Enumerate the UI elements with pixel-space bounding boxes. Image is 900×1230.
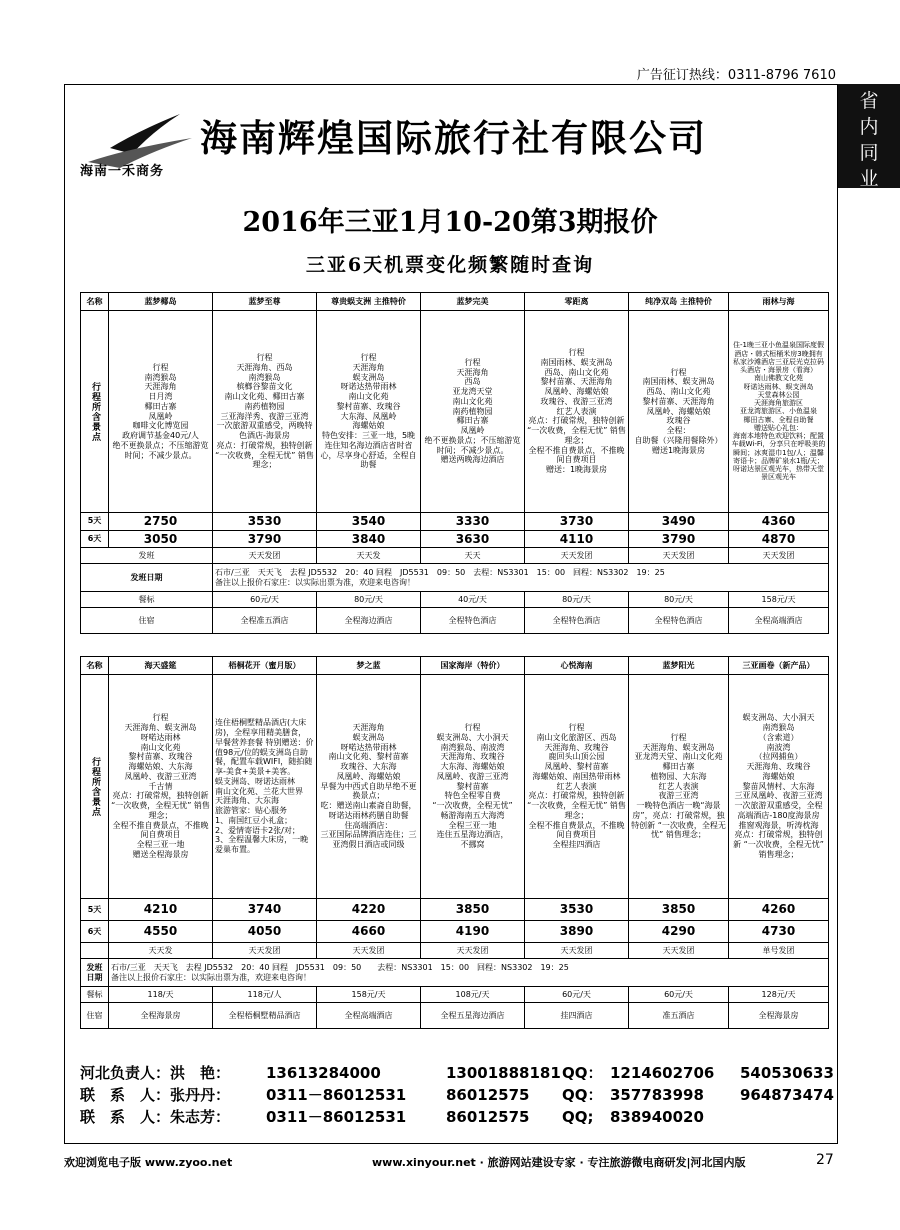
price-table-2 (80, 656, 829, 1029)
price-6day: 4870 (729, 530, 829, 548)
depart-cell: 天天发团 (213, 943, 317, 959)
hotel-cell: 全程五星海边酒店 (421, 1003, 525, 1029)
meal-cell: 80元/天 (525, 592, 629, 608)
subline: 三亚6天机票变化频繁随时查询 (305, 254, 595, 276)
price-5day: 3540 (317, 513, 421, 531)
price-5day: 4260 (729, 899, 829, 921)
contact-phone: 86012575 (446, 1086, 530, 1104)
itinerary-cell: 行程 天涯海角、蜈支洲岛 亚龙湾天堂、南山文化苑 椰田古寨 植物园、大东海 红艺人表演 夜游三亚湾 一晚特色酒店一晚“海景房”，亮点：打破常规，独特创新 “一次收费，全程无忧” 销售理念； (629, 675, 729, 899)
depart-cell: 天天发团 (525, 548, 629, 564)
table-row (81, 293, 829, 311)
price-5day: 3490 (629, 513, 729, 531)
flight-schedule: 石市/三亚 天天飞 去程 JD5532 20：40 回程 JD5531 09：50 去程：NS3301 15：00 回程：NS3302 19：25 (111, 962, 569, 972)
contact-row (80, 1062, 834, 1084)
product-name: 蓝梦椰岛 (109, 293, 213, 311)
hotel-cell: 全程海边酒店 (317, 608, 421, 634)
itinerary-cell: 行程 南国雨林、蜈支洲岛 西岛、南山文化苑 黎村苗寨、天涯海角 凤凰岭、海螺姑娘 玫瑰谷 全程： 自助餐（兴隆用餐除外） 赠送1晚海景房 (629, 311, 729, 513)
price-6day: 3840 (317, 530, 421, 548)
table-row (81, 1003, 829, 1029)
product-name: 国家海岸（特价） (421, 657, 525, 675)
itinerary-cell: 行程 南国雨林、蜈支洲岛 西岛、南山文化苑 黎村苗寨、天涯海角 凤凰岭、海螺姑娘 玫瑰谷、夜游三亚湾 红艺人表演 亮点：打破常规，独特创新 “一次收费，全程无忧” 销售理念； 全程不推自费景点，不推晚间自费项目 赠送：1晚海景房 (525, 311, 629, 513)
page-number: 27 (816, 1152, 834, 1168)
meal-cell: 80元/天 (317, 592, 421, 608)
price-5day: 3530 (525, 899, 629, 921)
schedule-note: 备注以上报价石家庄：以实际出票为准，欢迎来电咨询！ (111, 972, 311, 982)
hotel-cell: 全程梧桐墅精品酒店 (213, 1003, 317, 1029)
table-row (81, 943, 829, 959)
hotel-label: 住宿 (81, 1003, 109, 1029)
depart-label: 发班 (81, 548, 213, 564)
price-6day: 3630 (421, 530, 525, 548)
qq-label: QQ; (562, 1108, 594, 1126)
price-6day: 4110 (525, 530, 629, 548)
price-5day: 3730 (525, 513, 629, 531)
product-name: 海天盛筵 (109, 657, 213, 675)
price-table-1 (80, 292, 829, 634)
itinerary-cell: 蜈支洲岛、大小洞天 南湾猴岛 （含索道） 南波湾 （拉网捕鱼） 天涯海角、玫瑰谷 海螺姑娘 黎苗风情村、大东海 三亚凤凰岭、夜游三亚湾 一次旅游双重感受，全程高端酒店-180度海景房 推窗观海景，听涛枕海 亮点：打破常规，独特创新 “一次收费，全程无忧” 销售理念； (729, 675, 829, 899)
meal-cell: 40元/天 (421, 592, 525, 608)
meal-cell: 108元/天 (421, 987, 525, 1003)
depart-cell: 天天发团 (629, 548, 729, 564)
schedule-cell (109, 959, 829, 987)
table-row (81, 987, 829, 1003)
qq-label: QQ： (562, 1064, 603, 1082)
day6-label: 6天 (81, 530, 109, 548)
depart-cell: 天天 (421, 548, 525, 564)
name-label: 名称 (81, 293, 109, 311)
table-row (81, 921, 829, 943)
flight-schedule: 石市/三亚 天天飞 去程 JD5532 20：40 回程 JD5531 09：50 去程：NS3301 15：00 回程：NS3302 19：25 (215, 568, 665, 577)
hotel-cell: 全程准五酒店 (213, 608, 317, 634)
price-6day: 4190 (421, 921, 525, 943)
price-6day: 4290 (629, 921, 729, 943)
product-name: 蓝梦阳光 (629, 657, 729, 675)
hotel-cell: 全程高端酒店 (729, 608, 829, 634)
meal-cell: 60元/天 (525, 987, 629, 1003)
table-row (81, 959, 829, 987)
price-5day: 3850 (421, 899, 525, 921)
product-name: 三亚画卷（新产品） (729, 657, 829, 675)
footer-left[interactable]: 欢迎浏览电子版 www.zyoo.net (64, 1156, 233, 1169)
itinerary-cell: 住-1晚三亚小鱼温泉国际度假酒店・韩式桓桶米房3晚拥有私家沙滩酒店三亚辰光克拉码头酒店・海景房（看海） 南山佛教文化苑 呀诺达雨林、蜈支洲岛 天堂森林公园 天涯海角旅游区 亚龙湾旅游区、小鱼温泉 椰田古寨、全程自助餐 赠送贴心礼包： 海南本地特色欢迎饮料；配置车载Wi-Fi，分享只在呼吸美的瞬间；冰爽湿巾1包/人；温馨寄语卡；品牌矿泉水1瓶/天；呀诺达景区观光车，热带天堂景区观光车 (729, 311, 829, 513)
itinerary-cell: 行程 南湾猴岛 天涯海角 日月湾 椰田古寨 凤凰岭 咖啡文化博览园 政府调节基金40元/人 绝不更换景点；不压缩游览时间；不减少景点。 (109, 311, 213, 513)
price-6day: 3890 (525, 921, 629, 943)
contact-qq: 1214602706 (610, 1064, 715, 1082)
contact-qq: 540530633 (740, 1064, 834, 1082)
depart-cell: 天天发团 (421, 943, 525, 959)
table-row (81, 564, 829, 592)
contact-row (80, 1106, 830, 1128)
meal-label: 餐标 (81, 987, 109, 1003)
day5-label: 5天 (81, 513, 109, 531)
meal-cell: 60元/天 (629, 987, 729, 1003)
price-5day: 4220 (317, 899, 421, 921)
hotel-cell: 全程海景房 (109, 1003, 213, 1029)
hotline: 广告征订热线：0311-8796 7610 (636, 68, 836, 83)
meal-label: 餐标 (81, 592, 213, 608)
price-6day: 3050 (109, 530, 213, 548)
product-name: 零距离 (525, 293, 629, 311)
itinerary-cell: 行程 南山文化旅游区、西岛 天涯海角、玫瑰谷 鹿回头山顶公园 凤凰岭、黎村苗寨 海螺姑娘、南国热带雨林 红艺人表演 亮点：打破常规，独特创新 “一次收费，全程无忧” 销售理念； 全程不推自费景点，不推晚间自费项目 全程挂四酒店 (525, 675, 629, 899)
contacts (80, 1062, 834, 1128)
headline: 2016年三亚1月10-20第3期报价 (242, 207, 658, 238)
day5-label: 5天 (81, 899, 109, 921)
depart-cell: 天天发团 (213, 548, 317, 564)
itinerary-cell: 行程 天涯海角、蜈支洲岛 呀喏达雨林 南山文化苑 黎村苗寨、玫瑰谷 海螺姑娘、大东海 凤凰岭、夜游三亚湾 千古情 亮点：打破常规，独特创新 “一次收费，全程无忧” 销售理念； 全程不推自费景点，不推晚间自费项目 全程三亚一地 赠送全程海景房 (109, 675, 213, 899)
contact-phone: 86012575 (446, 1108, 530, 1126)
contact-role: 河北负责人：洪 艳： (80, 1064, 231, 1082)
meal-cell: 128元/天 (729, 987, 829, 1003)
meal-cell: 118元/人 (213, 987, 317, 1003)
hotel-cell: 全程特色酒店 (525, 608, 629, 634)
contact-role: 联 系 人：朱志芳： (80, 1108, 231, 1126)
meal-cell: 158元/天 (317, 987, 421, 1003)
depart-cell: 天天发团 (729, 548, 829, 564)
name-label: 名称 (81, 657, 109, 675)
price-6day: 4730 (729, 921, 829, 943)
product-name: 蓝梦至尊 (213, 293, 317, 311)
itinerary-cell: 行程 天涯海角、西岛 南湾猴岛 槟榔谷黎苗文化 南山文化苑、椰田古寨 南药植物园 三亚海洋秀、夜游三亚湾 一次旅游双重感受，两晚特色酒店-海景房 亮点：打破常规，独特创新 “一次收费，全程无忧” 销售理念； (213, 311, 317, 513)
depart-date-label: 发班日期 (81, 564, 213, 592)
table-row (81, 899, 829, 921)
product-name: 雨林与海 (729, 293, 829, 311)
price-6day: 4050 (213, 921, 317, 943)
price-5day: 3850 (629, 899, 729, 921)
price-5day: 4360 (729, 513, 829, 531)
price-6day: 4660 (317, 921, 421, 943)
depart-date-label: 发班 日期 (81, 959, 109, 987)
itinerary-cell: 连住梧桐墅精品酒店(大床房)，全程享用精美膳食，早餐营养套餐 特别赠送：价值98元/位的蜈支洲岛自助餐，配置车载WIFI，随拍随享-美食+美景+美客。 蜈支洲岛、呀诺达雨林 南山文化苑、兰花大世界 天涯海角、大东海 旅游管家：贴心服务 1、南国红豆小礼盒； 2、爱情寄语卡2张/对； 3、全程温馨大床房，一晚爱巢布置。 (213, 675, 317, 899)
itinerary-cell: 行程 天涯海角 蜈支洲岛 呀诺达热带雨林 南山文化苑 黎村苗寨、玫瑰谷 大东海、凤凰岭 海螺姑娘 特色安排：三亚一地，5晚连住知名海边酒店省时省心，尽享身心舒适，全程自助餐 (317, 311, 421, 513)
itinerary-label: 行程所含景点 (89, 381, 100, 442)
contact-role: 联 系 人：张丹丹： (80, 1086, 231, 1104)
hotel-cell: 全程特色酒店 (629, 608, 729, 634)
side-tab (838, 84, 900, 188)
side-tab-label: 省内同业 (859, 90, 879, 190)
table-row (81, 657, 829, 675)
depart-cell: 单号发团 (729, 943, 829, 959)
product-name: 尊贵蜈支洲 主推特价 (317, 293, 421, 311)
table-row (81, 548, 829, 564)
depart-cell: 天天发 (109, 943, 213, 959)
depart-cell: 天天发团 (317, 943, 421, 959)
meal-cell: 118/天 (109, 987, 213, 1003)
contact-phone: 0311－86012531 (266, 1086, 407, 1104)
table-row (81, 675, 829, 899)
table-row (81, 311, 829, 513)
itinerary-label: 行程所含景点 (89, 756, 100, 817)
contact-phone: 0311－86012531 (266, 1108, 407, 1126)
table-row (81, 530, 829, 548)
contact-phone: 13613284000 (266, 1064, 381, 1082)
product-name: 梦之蓝 (317, 657, 421, 675)
hotel-cell: 全程高端酒店 (317, 1003, 421, 1029)
depart-cell: 天天发团 (525, 943, 629, 959)
meal-cell: 158元/天 (729, 592, 829, 608)
price-5day: 3530 (213, 513, 317, 531)
product-name: 梧桐花开（蜜月版） (213, 657, 317, 675)
qq-label: QQ： (562, 1086, 603, 1104)
table-row (81, 592, 829, 608)
product-name: 纯净双岛 主推特价 (629, 293, 729, 311)
company-name: 海南辉煌国际旅行社有限公司 (200, 116, 707, 160)
logo-text: 海南一禾商务 (80, 164, 165, 179)
contact-row (80, 1084, 834, 1106)
price-6day: 3790 (629, 530, 729, 548)
schedule-note: 备注以上报价石家庄：以实际出票为准，欢迎来电咨询！ (215, 577, 415, 587)
table-row (81, 608, 829, 634)
table-row (81, 513, 829, 531)
hotel-cell: 准五酒店 (629, 1003, 729, 1029)
footer-right[interactable]: www.xinyour.net · 旅游网站建设专家 · 专注旅游微电商研发|河北国内版 (372, 1156, 746, 1169)
hotel-cell: 全程海景房 (729, 1003, 829, 1029)
price-5day: 3740 (213, 899, 317, 921)
schedule-cell (213, 564, 829, 592)
day6-label: 6天 (81, 921, 109, 943)
itinerary-cell: 天涯海角 蜈支洲岛 呀喏达热带雨林 南山文化苑、黎村苗寨 玫瑰谷、大东海 凤凰岭、海螺姑娘 早餐为中西式自助早绝不更换景点； 吃：赠送南山素斋自助餐，呀诺达雨林药膳自助餐 住高端酒店： 三亚国际品牌酒店连住；三亚湾假日酒店或同级 (317, 675, 421, 899)
price-6day: 4550 (109, 921, 213, 943)
hotel-cell: 全程特色酒店 (421, 608, 525, 634)
depart-cell: 天天发团 (629, 943, 729, 959)
contact-qq: 357783998 (610, 1086, 704, 1104)
hotel-label: 住宿 (81, 608, 213, 634)
hotel-cell: 挂四酒店 (525, 1003, 629, 1029)
contact-phone: 13001888181 (446, 1064, 561, 1082)
price-5day: 2750 (109, 513, 213, 531)
price-5day: 3330 (421, 513, 525, 531)
contact-qq: 838940020 (610, 1108, 704, 1126)
itinerary-cell: 行程 天涯海角 西岛 亚龙湾天堂 南山文化苑 南药植物园 椰田古寨 凤凰岭 绝不更换景点；不压缩游览时间；不减少景点。 赠送两晚海边酒店 (421, 311, 525, 513)
product-name: 心悦海南 (525, 657, 629, 675)
contact-qq: 964873474 (740, 1086, 834, 1104)
depart-cell: 天天发 (317, 548, 421, 564)
itinerary-cell: 行程 蜈支洲岛、大小洞天 南湾猴岛、南波湾 天涯海角、玫瑰谷 大东海、海螺姑娘 凤凰岭、夜游三亚湾 黎村苗寨 特色全程零自费 “一次收费，全程无忧” 畅游海南五大海湾 全程三亚一地 连住五星海边酒店， 不挪窝 (421, 675, 525, 899)
product-name: 蓝梦完美 (421, 293, 525, 311)
meal-cell: 60元/天 (213, 592, 317, 608)
meal-cell: 80元/天 (629, 592, 729, 608)
price-5day: 4210 (109, 899, 213, 921)
price-6day: 3790 (213, 530, 317, 548)
